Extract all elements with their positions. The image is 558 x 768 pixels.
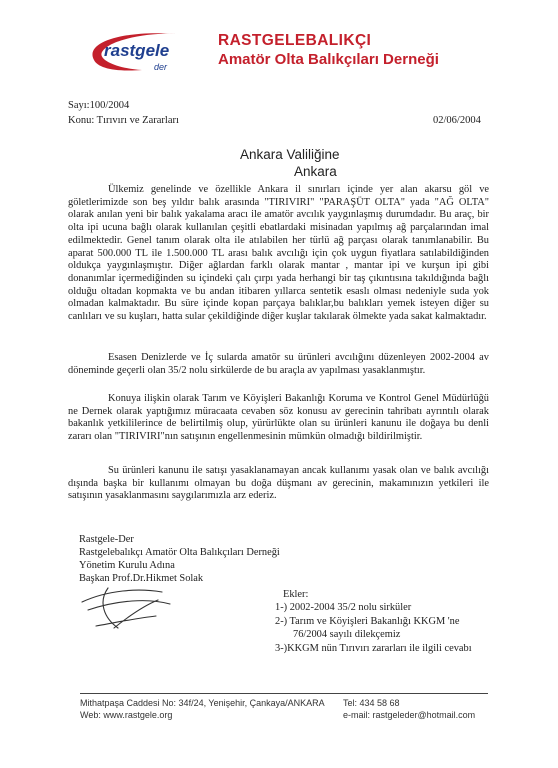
body-paragraph: Esasen Denizlerde ve İç sularda amatör su ürünleri avcılığını düzenleyen 2002-2004 av döneminde geçerli olan 35/2 nolu sirkülerde de bu araçla av yapılması yasaklanmıştır. [68,352,489,376]
signatory-org-full: Rastgelebalıkçı Amatör Olta Balıkçıları Derneği [79,547,280,558]
recipient-office: Ankara Valiliğine [240,147,340,162]
body-paragraph: Konuya ilişkin olarak Tarım ve Köyişleri Bakanlığı Koruma ve Kontrol Genel Müdürlüğü ne Dernek olarak yaptığımız müracaata cevaben söz konusu av gerecinin tahribatı ayrıntılı olarak bakanlık yetkililerince de belirtilmiş olup, yürürlükte olan su ürünleri kanunu ile doğaya bu denli zararı olan "TIRIVIRI"nın satışının engellenmesinin mümkün olmadığı bildirilmiştir. [68,393,489,443]
signatory-president: Başkan Prof.Dr.Hikmet Solak [79,573,204,584]
footer-address: Mithatpaşa Caddesi No: 34f/24, Yenişehir, Çankaya/ANKARA [80,698,325,708]
signatory-board: Yönetim Kurulu Adına [79,560,175,571]
attachments-label: Ekler: [283,589,309,600]
footer-phone: Tel: 434 58 68 [343,698,400,708]
attachment-item: 1-) 2002-2004 35/2 nolu sirküler [275,602,412,614]
attachments-list [275,588,472,655]
logo-wordmark: rastgele [104,41,170,60]
body-paragraph: Ülkemiz genelinde ve özellikle Ankara il sınırları içinde yer alan akarsu göl ve göletlerimizde son beş yıldır balık arasında "TIRIVIRI" "PARAŞÜT OLTA" yada "AĞ OLTA" olarak anılan yeni bir balık yakalama aracı ile amatör avcılık yaygınlaşmış durumdadır. Bu araç, bir olta ipi ucuna bağlı olarak kullanılan çeşitli ebatlardaki misinadan yapılmış ağ parçalarından imal edilmektedir. Genel tanım olarak olta ile atılabilen her türlü ağ parçası olarak tanımlanabilir. Bu aparat 500.000 TL ile 1.500.000 TL arası balık avcılığı için çok uygun fiyatlara satılabildiğinden oldukça yaygınlaşmıştır. Diğer ağlardan farklı olarak mantar , mantar ipi ve kurşun ipi gibi donanımlar içermediğinden su içindeki çalı çırpı yada herhangi bir taş çıkıntısına takıldığında bağlı olduğu oltadan kopmakta ve bu andan itibaren yıllarca sentetik esaslı olması nedeniyle suda yok olmadan kalmaktadır. Bu süre içinde kopan parçaya balıklar,bu balıkları yemek isteyen diğer su canlıları ve su kuşları, hatta sular çekildiğinde diğer kuşlar takılarak ölmekte yada sakat kalmaktadır. [68,184,489,323]
subject-line: Konu: Tırıvırı ve Zararları [68,115,179,126]
attachment-item-continued: 76/2004 sayılı dilekçemiz [293,629,401,641]
recipient-city: Ankara [294,164,337,179]
logo-subtext: der [154,62,168,72]
body-paragraph: Su ürünleri kanunu ile satışı yasaklanamayan ancak kullanımı yasak olan ve balık avcılığı dışında başka bir kullanımı olmayan bu doğa düşmanı av gerecinin, makamınızın yetkileri ile satışının yasaklanmasını saygılarımızla arz ederiz. [68,465,489,502]
attachment-item: 3-)KKGM nün Tırıvırı zararları ile ilgili cevabı [275,642,472,654]
footer-email: e-mail: rastgeleder@hotmail.com [343,710,476,720]
org-full-name: Amatör Olta Balıkçıları Derneği [218,51,439,68]
handwritten-signature [78,582,178,634]
attachment-item: 2-) Tarım ve Köyişleri Bakanlığı KKGM 'ne [275,615,460,627]
reference-number: Sayı:100/2004 [68,100,130,111]
letter-date: 02/06/2004 [433,115,481,126]
org-name: RASTGELEBALIKÇI [218,32,372,49]
footer-divider [80,693,488,694]
footer-website: Web: www.rastgele.org [80,710,173,720]
signature-block [79,533,280,585]
rastgele-der-logo [84,26,212,76]
recipient [240,146,340,180]
signatory-org-short: Rastgele-Der [79,534,134,545]
